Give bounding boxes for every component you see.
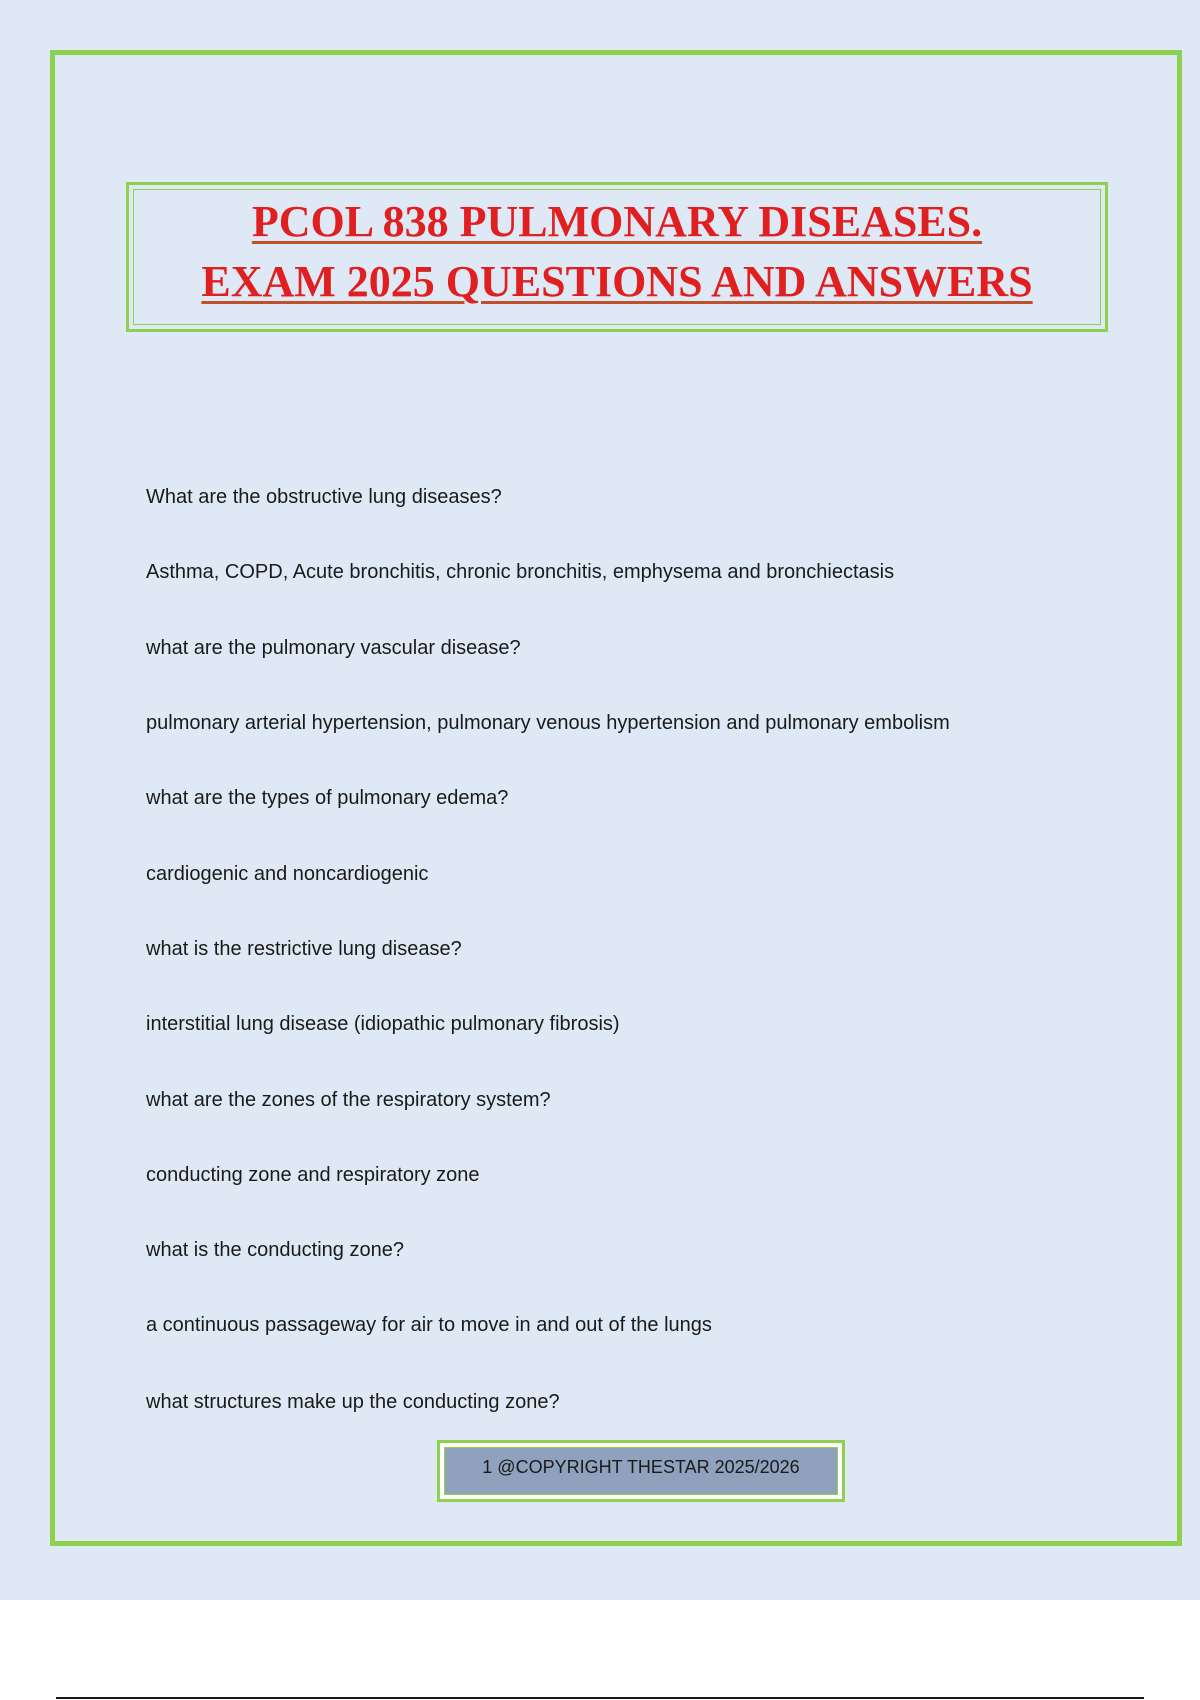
answer-text: interstitial lung disease (idiopathic pulmonary fibrosis)	[146, 1013, 620, 1035]
answer-text: pulmonary arterial hypertension, pulmonary venous hypertension and pulmonary embolism	[146, 712, 950, 734]
question-text: what are the types of pulmonary edema?	[146, 787, 509, 809]
question-text: What are the obstructive lung diseases?	[146, 486, 502, 508]
question-text: what are the zones of the respiratory system?	[146, 1089, 551, 1111]
footer-copyright-text: 1 @COPYRIGHT THESTAR 2025/2026	[482, 1457, 800, 1477]
answer-text: cardiogenic and noncardiogenic	[146, 863, 429, 885]
document-title-line-2: EXAM 2025 QUESTIONS AND ANSWERS	[201, 257, 1033, 306]
document-title-line-1: PCOL 838 PULMONARY DISEASES.	[251, 197, 983, 246]
answer-text: conducting zone and respiratory zone	[146, 1164, 480, 1186]
answer-text: a continuous passageway for air to move in and out of the lungs	[146, 1314, 712, 1336]
question-text: what is the conducting zone?	[146, 1239, 404, 1261]
footer-copyright-fill	[444, 1447, 838, 1495]
footer-copyright-box	[437, 1440, 845, 1502]
question-text: what is the restrictive lung disease?	[146, 938, 462, 960]
bottom-divider	[56, 1697, 1144, 1699]
question-text: what are the pulmonary vascular disease?	[146, 637, 521, 659]
question-text: what structures make up the conducting zone?	[146, 1391, 560, 1413]
answer-text: Asthma, COPD, Acute bronchitis, chronic bronchitis, emphysema and bronchiectasis	[146, 561, 895, 583]
